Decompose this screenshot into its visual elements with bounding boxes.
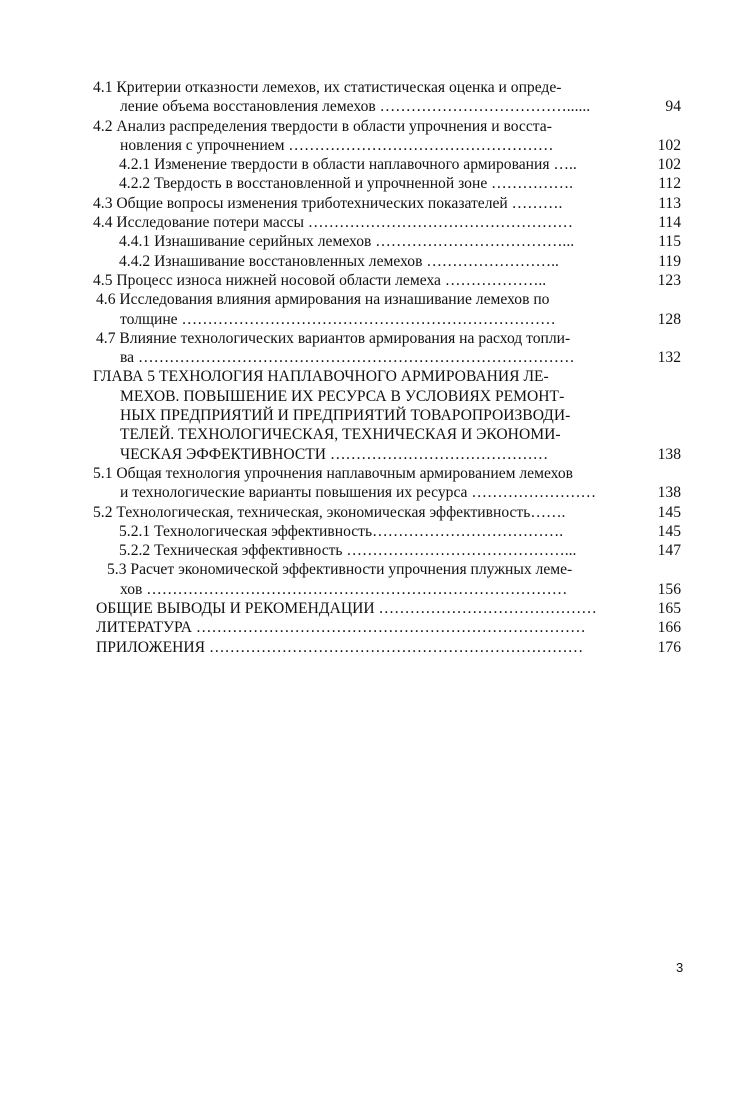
toc-line-text: 4.4 Исследование потери массы …………………………………………… [93,214,574,232]
toc-entry [0,117,733,156]
toc-entry [0,174,733,193]
toc-page-number: 132 [657,349,681,367]
toc-line-text: 5.1 Общая технология упрочнения наплавочным армированием лемехов [93,464,574,482]
toc-line-text: НЫХ ПРЕДПРИЯТИЙ И ПРЕДПРИЯТИЙ ТОВАРОПРОИЗВОДИ- [120,407,571,425]
toc-line [0,599,733,618]
toc-line-text: ЧЕСКАЯ ЭФФЕКТИВНОСТИ …………………………………… [120,445,549,463]
toc-line-text: и технологические варианты повышения их ресурса …………………… [120,484,597,502]
toc-entry [0,271,733,290]
toc-line [0,503,733,522]
toc-line [0,618,733,637]
toc-line [0,194,733,213]
toc-page-number: 102 [657,136,681,154]
toc-line [0,97,733,116]
toc-line-text: 4.6 Исследования влияния армирования на изнашивание лемехов по [96,291,550,309]
toc-entry [0,541,733,560]
toc-entry [0,638,733,657]
toc-entry [0,252,733,271]
toc-line-text: 5.3 Расчет экономической эффективности упрочнения плужных леме- [107,561,573,579]
toc-page-number: 165 [657,600,681,618]
toc-line [0,638,733,657]
toc-entry [0,213,733,232]
toc-line-text: 4.2 Анализ распределения твердости в области упрочнения и восста- [93,117,552,135]
toc-line [0,252,733,271]
toc-page-number: 112 [658,175,681,193]
toc-line-text: ТЕЛЕЙ. ТЕХНОЛОГИЧЕСКАЯ, ТЕХНИЧЕСКАЯ И ЭКОНОМИ- [120,426,561,444]
toc-line [0,425,733,444]
toc-line-text: 4.1 Критерии отказности лемехов, их статистическая оценка и опреде- [93,79,562,96]
toc-line-text: 4.2.1 Изменение твердости в области наплавочного армирования ….. [119,156,577,174]
toc-line [0,136,733,155]
toc-page-number: 166 [657,619,681,637]
toc-line [0,310,733,329]
toc-page-number: 138 [657,484,681,502]
toc-line-text: ПРИЛОЖЕНИЯ ……………………………………………………………… [96,638,584,656]
toc-entry [0,290,733,329]
toc-entry [0,522,733,541]
toc-entry [0,155,733,174]
toc-line [0,406,733,425]
toc-page-number: 115 [658,233,681,251]
toc-line-text: 4.4.1 Изнашивание серийных лемехов ………………………………... [119,233,575,251]
table-of-contents [0,78,733,657]
toc-line-text: 5.2 Технологическая, техническая, экономическая эффективность……. [93,503,566,521]
toc-page-number: 114 [658,214,681,232]
toc-line [0,78,733,97]
toc-page-number: 156 [657,580,681,598]
page-number: 3 [676,960,684,975]
toc-page-number: 119 [658,252,681,270]
toc-line [0,271,733,290]
toc-line-text: 5.2.2 Техническая эффективность ……………………………………... [119,542,577,560]
toc-entry [0,560,733,599]
toc-line [0,541,733,560]
toc-entry [0,232,733,251]
toc-entry [0,503,733,522]
toc-line [0,445,733,464]
toc-line-text: ГЛАВА 5 ТЕХНОЛОГИЯ НАПЛАВОЧНОГО АРМИРОВАНИЯ ЛЕ- [93,368,549,386]
toc-line-text: 4.7 Влияние технологических вариантов армирования на расход топли- [96,329,571,347]
toc-line [0,560,733,579]
toc-page-number: 145 [657,503,681,521]
toc-entry [0,367,733,463]
toc-line [0,464,733,483]
toc-entry [0,464,733,503]
toc-page-number: 147 [657,542,681,560]
toc-page-number: 138 [657,445,681,463]
toc-page-number: 176 [657,638,681,656]
toc-page-number: 113 [658,194,681,212]
toc-line-text: ление объема восстановления лемехов ………………………………...... [120,98,591,116]
toc-line [0,213,733,232]
toc-line-text: ва ………………………………………………………………………… [120,349,575,367]
toc-line [0,483,733,502]
toc-line-text: 4.5 Процесс износа нижней носовой области лемеха ……………….. [93,271,547,289]
toc-entry [0,599,733,618]
toc-entry [0,194,733,213]
toc-line [0,348,733,367]
toc-entry [0,618,733,637]
toc-line-text: 4.2.2 Твердость в восстановленной и упрочненной зоне ……………. [119,175,574,193]
toc-entry [0,329,733,368]
toc-line [0,232,733,251]
toc-page-number: 145 [657,522,681,540]
toc-page-number: 102 [657,156,681,174]
toc-page-number: 94 [665,98,681,116]
toc-line-text: МЕХОВ. ПОВЫШЕНИЕ ИХ РЕСУРСА В УСЛОВИЯХ РЕМОНТ- [120,387,565,405]
toc-line [0,290,733,309]
toc-line [0,329,733,348]
toc-line-text: 4.4.2 Изнашивание восстановленных лемехов …………………….. [119,252,559,270]
toc-line [0,522,733,541]
toc-entry [0,78,733,117]
toc-line-text: новления с упрочнением …………………………………………… [120,136,554,154]
toc-line-text: хов ……………………………………………………………………… [120,580,568,598]
toc-line [0,117,733,136]
toc-line-text: 5.2.1 Технологическая эффективность………………………………. [119,522,564,540]
toc-line [0,155,733,174]
toc-page-number: 128 [657,310,681,328]
toc-line [0,580,733,599]
toc-line [0,387,733,406]
toc-line-text: толщине ……………………………………………………………… [120,310,556,328]
toc-line-text: 4.3 Общие вопросы изменения триботехнических показателей ………. [93,194,563,212]
toc-line [0,174,733,193]
toc-line [0,367,733,386]
toc-page-number: 123 [657,271,681,289]
toc-line-text: ОБЩИЕ ВЫВОДЫ И РЕКОМЕНДАЦИИ …………………………………… [96,600,597,618]
toc-line-text: ЛИТЕРАТУРА ………………………………………………………………… [96,619,586,637]
